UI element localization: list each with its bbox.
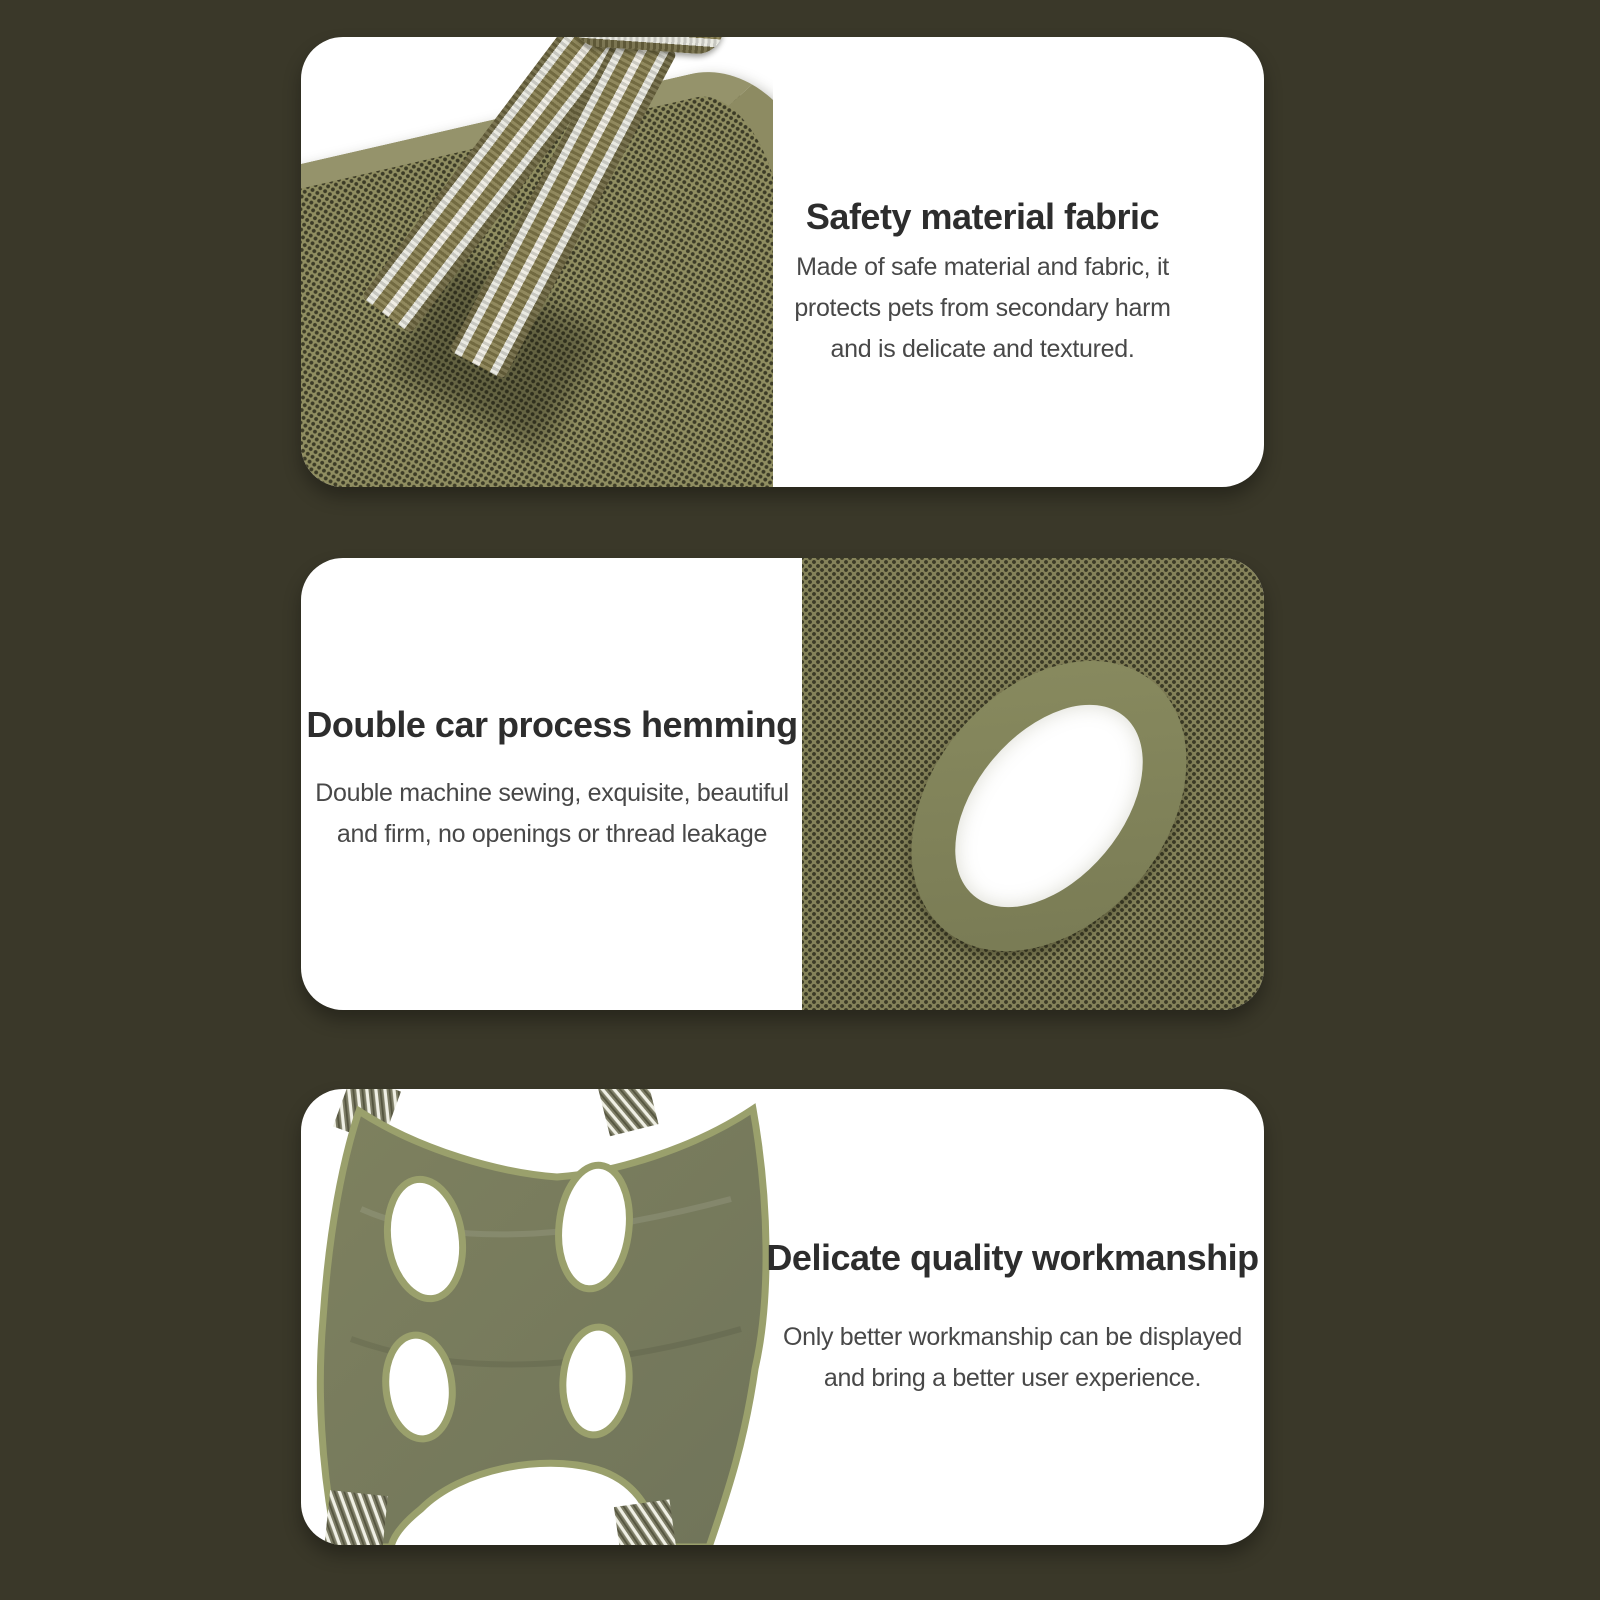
card-body — [731, 247, 1234, 370]
feature-card-safety-material — [301, 37, 1264, 487]
card-text-block — [731, 196, 1234, 370]
card-title: Delicate quality workmanship — [766, 1237, 1259, 1278]
elastic-strap-bottom-left — [324, 1490, 388, 1545]
mesh-fabric-strap-photo — [301, 37, 773, 487]
mesh-oval-opening-photo — [802, 558, 1264, 1010]
body-line: and firm, no openings or thread leakage — [336, 820, 768, 848]
bound-oval-ring — [855, 607, 1243, 1006]
feature-card-double-hemming — [301, 558, 1264, 1010]
body-line: Made of safe material and fabric, it — [796, 253, 1169, 281]
card-text-block — [761, 1237, 1264, 1399]
elastic-strap-bottom-right — [614, 1499, 676, 1545]
elastic-strap-top-right — [597, 1089, 658, 1136]
harness-panel-drawing — [301, 1089, 813, 1545]
body-line: and is delicate and textured. — [830, 335, 1135, 363]
card-title: Double car process hemming — [306, 704, 798, 745]
feature-card-workmanship — [301, 1089, 1264, 1545]
card-title: Safety material fabric — [805, 196, 1160, 237]
body-line: Double machine sewing, exquisite, beautiful — [315, 779, 789, 807]
harness-panel-photo — [301, 1089, 813, 1545]
card-body — [761, 1317, 1264, 1399]
body-line: and bring a better user experience. — [823, 1364, 1202, 1392]
oval-opening — [918, 669, 1180, 942]
body-line: Only better workmanship can be displayed — [782, 1323, 1243, 1351]
harness-body — [320, 1109, 766, 1545]
card-text-block — [301, 704, 803, 855]
card-body — [301, 773, 803, 855]
body-line: protects pets from secondary harm — [794, 294, 1171, 322]
